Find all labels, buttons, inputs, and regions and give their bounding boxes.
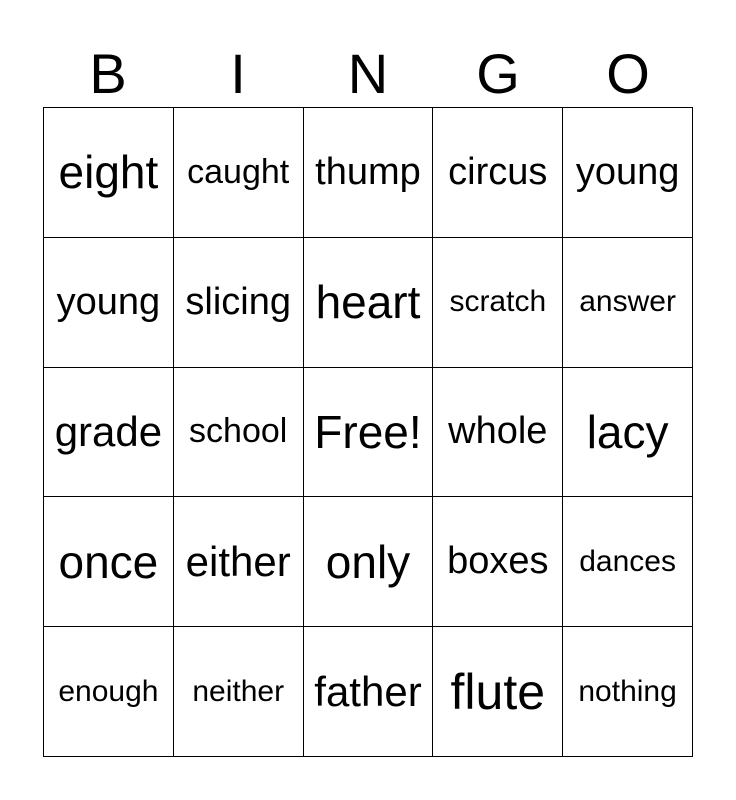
bingo-cell: neither [174, 627, 304, 757]
bingo-cell: circus [433, 108, 563, 238]
header-letter-g: G [476, 42, 520, 105]
bingo-cell: slicing [174, 238, 304, 368]
bingo-cell: lacy [563, 368, 693, 498]
header-letter-b: B [89, 42, 127, 105]
bingo-cell: dances [563, 497, 693, 627]
bingo-cell: flute [433, 627, 563, 757]
bingo-header [43, 40, 693, 108]
header-letter-o: O [606, 42, 650, 105]
bingo-cell: eight [44, 108, 174, 238]
bingo-cell: young [44, 238, 174, 368]
bingo-cell: scratch [433, 238, 563, 368]
bingo-cell: enough [44, 627, 174, 757]
bingo-cell: whole [433, 368, 563, 498]
bingo-cell: answer [563, 238, 693, 368]
bingo-cell: either [174, 497, 304, 627]
bingo-cell: heart [304, 238, 434, 368]
bingo-cell: thump [304, 108, 434, 238]
bingo-cell: father [304, 627, 434, 757]
bingo-cell: nothing [563, 627, 693, 757]
bingo-cell: once [44, 497, 174, 627]
bingo-cell: young [563, 108, 693, 238]
header-letter-i: I [230, 42, 246, 105]
bingo-cell: caught [174, 108, 304, 238]
header-letter-n: N [347, 42, 389, 105]
bingo-cell: only [304, 497, 434, 627]
bingo-cell free-space: Free! [304, 368, 434, 498]
bingo-cell: boxes [433, 497, 563, 627]
bingo-cell: school [174, 368, 304, 498]
bingo-cell: grade [44, 368, 174, 498]
bingo-grid [43, 107, 693, 757]
